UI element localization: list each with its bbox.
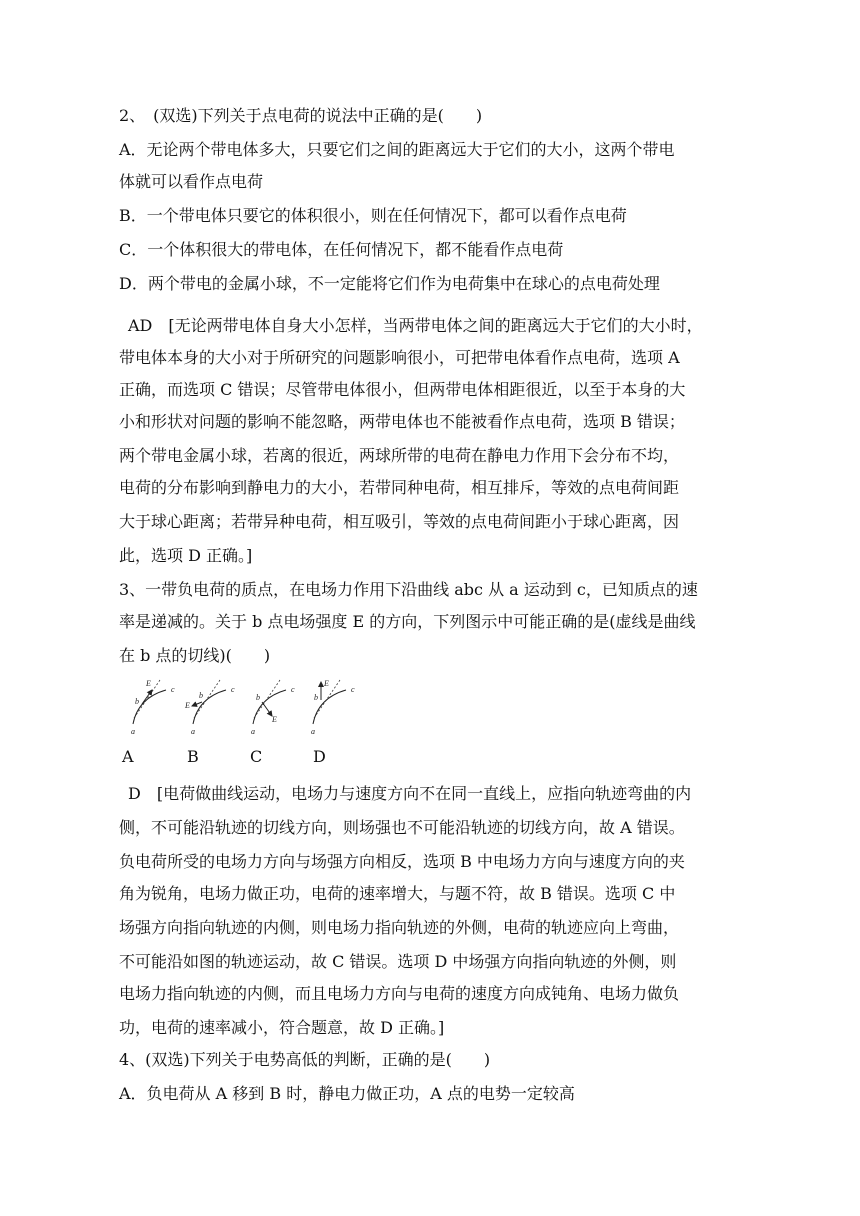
q2-stem: 2、 (双选)下列关于点电荷的说法中正确的是( ): [119, 106, 483, 125]
svg-text:E: E: [324, 679, 329, 688]
svg-text:E: E: [146, 679, 151, 688]
q2-answer-line: 电荷的分布影响到静电力的大小，若带同种电荷，相互排斥，等效的点电荷间距: [119, 478, 680, 497]
figure-label-b: B: [187, 747, 199, 766]
svg-text:c: c: [351, 685, 355, 694]
svg-text:b: b: [314, 693, 318, 702]
figure-b: [184, 680, 235, 736]
q3-answer-line: 侧，不可能沿轨迹的切线方向，则场强也不可能沿轨迹的切线方向，故 A 错误。: [119, 818, 685, 837]
q3-answer-line: 电场力指向轨迹的内侧，而且电场力方向与电荷的速度方向成钝角、电场力做负: [119, 984, 680, 1003]
q2-option-b: B．一个带电体只要它的体积很小，则在任何情况下，都可以看作点电荷: [119, 206, 627, 225]
svg-text:b: b: [256, 693, 260, 702]
q2-answer-line: 两个带电金属小球，若离的很近，两球所带的电荷在静电力作用下会分布不均，: [119, 446, 680, 465]
svg-text:a: a: [311, 727, 315, 736]
q3-figure-options: [126, 676, 366, 740]
q2-option-a-line1: A．无论两个带电体多大，只要它们之间的距离远大于它们的大小，这两个带电: [119, 140, 675, 159]
svg-text:b: b: [199, 691, 203, 700]
figure-c: [251, 680, 295, 736]
q2-answer-line: 大于球心距离；若带异种电荷，相互吸引，等效的点电荷间距小于球心距离，因: [119, 512, 680, 531]
svg-text:E: E: [272, 715, 277, 724]
q3-stem-line1: 3、一带负电荷的质点，在电场力作用下沿曲线 abc 从 a 运动到 c，已知质点的速: [119, 580, 698, 599]
q2-answer-line: AD [无论两带电体自身大小怎样，当两带电体之间的距离远大于它们的大小时，: [128, 316, 703, 335]
q4-option-a: A．负电荷从 A 移到 B 时，静电力做正功，A 点的电势一定较高: [119, 1084, 575, 1103]
svg-text:c: c: [291, 685, 295, 694]
figure-label-d: D: [313, 747, 326, 766]
q3-answer-line: 角为锐角，电场力做正功，电荷的速率增大，与题不符，故 B 错误。选项 C 中: [119, 884, 676, 903]
q3-stem-line2: 率是递减的。关于 b 点电场强度 E 的方向，下列图示中可能正确的是(虚线是曲线: [119, 612, 696, 631]
q4-stem: 4、(双选)下列关于电势高低的判断，正确的是( ): [119, 1050, 491, 1069]
q3-answer-line: D [电荷做曲线运动，电场力与速度方向不在同一直线上，应指向轨迹弯曲的内: [128, 784, 692, 803]
q3-stem-line3: 在 b 点的切线)( ): [119, 646, 271, 665]
svg-text:E: E: [185, 701, 190, 710]
svg-text:b: b: [135, 697, 139, 706]
svg-text:a: a: [131, 727, 135, 736]
q2-answer-line: 正确，而选项 C 错误；尽管带电体很小，但两带电体相距很近，以至于本身的大: [119, 380, 686, 399]
q2-option-c: C．一个体积很大的带电体，在任何情况下，都不能看作点电荷: [119, 240, 564, 259]
q3-answer-line: 负电荷所受的电场力方向与场强方向相反，选项 B 中电场力方向与速度方向的夹: [119, 852, 685, 871]
figure-label-a: A: [122, 747, 134, 766]
q2-answer-line: 小和形状对问题的影响不能忽略，两带电体也不能被看作点电荷，选项 B 错误；: [119, 412, 685, 431]
svg-text:a: a: [191, 727, 195, 736]
figure-d: [311, 679, 355, 736]
figure-a: [131, 679, 175, 736]
svg-text:c: c: [171, 685, 175, 694]
q2-option-a-line2: 体就可以看作点电荷: [119, 172, 264, 191]
figure-label-c: C: [250, 747, 263, 766]
q2-option-d: D．两个带电的金属小球，不一定能将它们作为电荷集中在球心的点电荷处理: [119, 274, 660, 293]
q3-answer-line: 不可能沿如图的轨迹运动，故 C 错误。选项 D 中场强方向指向轨迹的外侧，则: [119, 952, 677, 971]
q3-answer-line: 场强方向指向轨迹的内侧，则电场力指向轨迹的外侧，电荷的轨迹应向上弯曲，: [119, 918, 680, 937]
q3-answer-line: 功，电荷的速率减小，符合题意，故 D 正确。]: [119, 1018, 445, 1037]
q2-answer-line: 带电体本身的大小对于所研究的问题影响很小，可把带电体看作点电荷，选项 A: [119, 348, 680, 367]
svg-text:c: c: [231, 685, 235, 694]
svg-text:a: a: [251, 727, 255, 736]
q2-answer-line: 此，选项 D 正确。]: [119, 546, 253, 565]
